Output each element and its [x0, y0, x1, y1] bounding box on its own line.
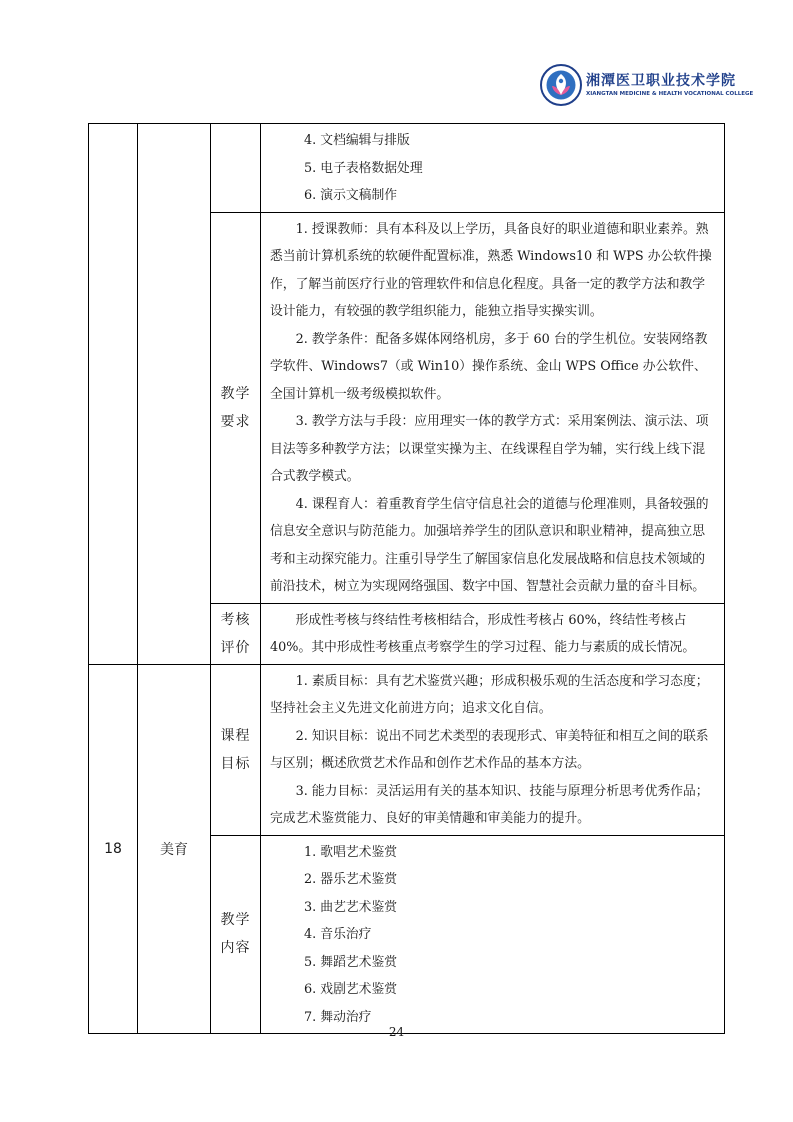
list-item: 6. 戏剧艺术鉴赏: [304, 982, 398, 997]
logo-chinese-name: 湘潭医卫职业技术学院: [586, 73, 736, 89]
page-number: 24: [388, 1025, 405, 1039]
goal-paragraph: 3. 能力目标：灵活运用有关的基本知识、技能与原理分析思考优秀作品；完成艺术鉴赏能力、良好的审美情趣和审美能力的提升。: [270, 783, 709, 826]
prev-no-cell: [89, 124, 138, 665]
assessment-cell: [261, 603, 725, 664]
list-item: 4. 音乐治疗: [304, 927, 372, 942]
list-item: 4. 文档编辑与排版: [304, 133, 410, 148]
logo-english-name: XIANGTAN MEDICINE & HEALTH VOCATIONAL COLLEGE: [586, 91, 754, 97]
list-item: 5. 舞蹈艺术鉴赏: [304, 954, 398, 970]
assessment-paragraph: 形成性考核与终结性考核相结合，形成性考核占 60%，终结性考核占 40%。其中形成性考核重点考察学生的学习过程、能力与素质的成长情况。: [270, 612, 696, 655]
teaching-content-label: 教学 内容: [211, 835, 261, 1034]
teaching-requirements-label: 教学 要求: [211, 212, 261, 603]
list-item: 6. 演示文稿制作: [304, 188, 398, 203]
college-emblem-icon: [540, 64, 582, 106]
list-item: 5. 电子表格数据处理: [304, 160, 423, 176]
course-goals-label: 课程 目标: [211, 664, 261, 835]
list-item: 7. 舞动治疗: [304, 1009, 372, 1025]
list-item: 2. 器乐艺术鉴赏: [304, 872, 398, 887]
goal-paragraph: 1. 素质目标：具有艺术鉴赏兴趣；形成积极乐观的生活态度和学习态度；坚持社会主义先进文化前进方向；追求文化自信。: [270, 673, 709, 716]
assessment-label: 考核 评价: [211, 603, 261, 664]
prev-content-label-cell: [211, 124, 261, 213]
college-logo: [540, 64, 754, 112]
teaching-requirements-cell: [261, 212, 725, 603]
table-row: [89, 124, 725, 213]
requirement-paragraph: 4. 课程育人：着重教育学生信守信息社会的道德与伦理准则，具备较强的信息安全意识与防范能力。加强培养学生的团队意识和职业精神，提高独立思考和主动探究能力。注重引导学生了解国家信息化发展战略和信息技术领域的前沿技术，树立为实现网络强国、数字中国、智慧社会贡献力量的奋斗目标。: [270, 496, 709, 594]
course-goals-cell: [261, 664, 725, 835]
requirement-paragraph: 1. 授课教师：具有本科及以上学历，具备良好的职业道德和职业素养。熟悉当前计算机系统的软硬件配置标准，熟悉 Windows10 和 WPS 办公软件操作，了解当前医疗行业的管理软件和信息化程度。具备一定的教学方法和教学设计能力，有较强的教学组织能力，能独立指导实操实训。: [270, 221, 712, 319]
curriculum-table: [88, 123, 725, 1034]
prev-name-cell: [138, 124, 211, 665]
table-row: [89, 664, 725, 835]
prev-content-cell: [261, 124, 725, 213]
teaching-content-cell: [261, 835, 725, 1034]
course-number-cell: 18: [89, 664, 138, 1034]
requirement-paragraph: 3. 教学方法与手段：应用理实一体的教学方式：采用案例法、演示法、项目法等多种教学方法；以课堂实操为主、在线课程自学为辅，实行线上线下混合式教学模式。: [270, 414, 709, 484]
list-item: 3. 曲艺艺术鉴赏: [304, 899, 398, 915]
course-name-cell: 美育: [138, 664, 211, 1034]
list-item: 1. 歌唱艺术鉴赏: [304, 844, 398, 860]
goal-paragraph: 2. 知识目标：说出不同艺术类型的表现形式、审美特征和相互之间的联系与区别；概述欣赏艺术作品和创作艺术作品的基本方法。: [270, 728, 709, 771]
requirement-paragraph: 2. 教学条件：配备多媒体网络机房，多于 60 台的学生机位。安装网络教学软件、Windows7（或 Win10）操作系统、金山 WPS Office 办公软件、全国计算机一级考级模拟软件。: [270, 331, 708, 402]
